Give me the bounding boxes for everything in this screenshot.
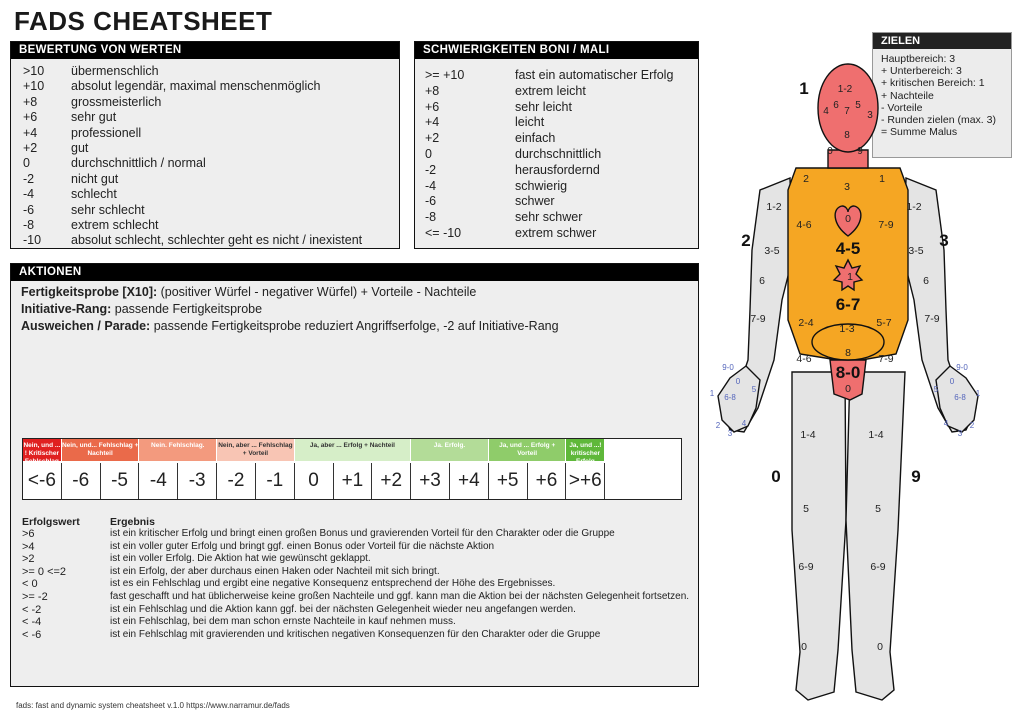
- bewertung-row: [23, 79, 399, 94]
- right-arm-zone-number: 1-2: [906, 201, 922, 213]
- skala-wert: -4: [139, 463, 178, 499]
- ergebnis-kopf-wert: Erfolgswert: [22, 516, 80, 528]
- zielen-line: + Nachteile: [881, 89, 934, 102]
- zone-label-groin: 8-0: [835, 363, 861, 382]
- aktion-line: [21, 318, 698, 335]
- bewertung-row: [23, 95, 399, 110]
- right-leg-shape: [846, 372, 905, 700]
- schwierigkeit-row: [425, 210, 698, 226]
- bewertung-label: schlecht: [71, 187, 117, 202]
- ergebnis-row: [22, 616, 702, 629]
- bewertung-value: -4: [23, 187, 35, 202]
- skala-kategorie: Nein, aber ... Fehlschlag + Vorteil: [217, 439, 295, 461]
- bewertung-panel: [10, 41, 400, 249]
- ergebnis-wert: < -6: [22, 628, 42, 641]
- torso-zone-number: 7-9: [878, 353, 894, 365]
- right-leg-zone-number: 0: [877, 641, 883, 653]
- aktionen-lines: [11, 281, 698, 335]
- bewertung-row: [23, 187, 399, 202]
- left-arm-zone-number: 4: [741, 419, 747, 428]
- schwierigkeit-row: [425, 84, 698, 100]
- skala-kategorie: Ja, und ...! kritischer Erfolg: [566, 439, 605, 461]
- right-arm-zone-number: 0: [949, 377, 955, 386]
- left-arm-zone-number: 1-2: [766, 201, 782, 213]
- aktion-text: passende Fertigkeitsprobe reduziert Angriffserfolge, -2 auf Initiative-Rang: [150, 319, 559, 333]
- head-zone-number: 9: [857, 146, 863, 157]
- bewertung-label: übermenschlich: [71, 64, 159, 78]
- schwierigkeit-row: [425, 226, 698, 242]
- ergebnis-tabelle: [22, 516, 702, 641]
- ergebnis-text: ist ein Erfolg, der aber durchaus einen Haken oder Nachteil mit sich bringt.: [110, 565, 440, 577]
- schwierigkeit-value: +6: [425, 99, 440, 114]
- right-arm-zone-number: 4: [943, 419, 949, 428]
- bewertung-list: [11, 59, 399, 249]
- torso-zone-number: 0: [845, 383, 851, 395]
- bewertung-value: 0: [23, 156, 30, 171]
- skala-wert: >+6: [566, 463, 605, 499]
- skala-wert: +2: [372, 463, 411, 499]
- torso-zone-number: 1: [879, 173, 885, 185]
- zone-label-head: 1: [799, 79, 809, 98]
- ergebnis-wert: >6: [22, 528, 35, 540]
- bewertung-row: [23, 156, 399, 171]
- ergebnis-kopf-text: Ergebnis: [110, 516, 155, 528]
- schwierigkeit-label: schwer: [515, 194, 555, 209]
- bewertung-row: [23, 126, 399, 141]
- schwierigkeit-label: einfach: [515, 131, 556, 146]
- ergebnis-text: ist ein Fehlschlag mit gravierenden und kritischen negativen Konsequenzen für den Charakter oder die Gruppe: [110, 628, 601, 640]
- head-zone-number: 4: [823, 106, 829, 117]
- erfolgs-skala: [22, 438, 682, 500]
- bewertung-value: +8: [23, 94, 38, 109]
- bewertung-value: -10: [23, 233, 42, 248]
- skala-wert: +4: [450, 463, 489, 499]
- ergebnis-row: [22, 553, 702, 566]
- skala-werte: [23, 463, 681, 499]
- zone-label-left-arm: 2: [741, 231, 751, 250]
- schwierigkeit-row: [425, 194, 698, 210]
- ergebnis-row: [22, 578, 702, 591]
- schwierigkeit-value: -2: [425, 162, 437, 177]
- left-leg-zone-number: 0: [801, 641, 807, 653]
- bewertung-value: +10: [23, 79, 45, 94]
- head-zone-number: 1-2: [837, 84, 853, 95]
- ergebnis-row: [22, 591, 702, 604]
- schwierigkeit-label: fast ein automatischer Erfolg: [515, 68, 674, 82]
- ergebnis-wert: >4: [22, 540, 35, 553]
- head-zone-number: 6: [833, 100, 839, 111]
- aktionen-heading: AKTIONEN: [11, 264, 698, 281]
- left-leg-zone-number: 1-4: [800, 429, 816, 441]
- schwierigkeit-value: 0: [425, 146, 432, 161]
- bewertung-label: sehr gut: [71, 110, 117, 125]
- aktion-line: [21, 301, 698, 318]
- bewertung-label: nicht gut: [71, 171, 119, 186]
- bewertung-label: grossmeisterlich: [71, 94, 162, 109]
- left-arm-zone-number: 1: [709, 389, 715, 398]
- schwierigkeit-value: +2: [425, 131, 440, 146]
- ergebnis-row: [22, 604, 702, 617]
- skala-wert: 0: [295, 463, 334, 499]
- skala-kategorie: Nein, und ... ! Kritischer Fehlschlag: [23, 439, 62, 461]
- schwierigkeit-value: +4: [425, 115, 440, 130]
- ergebnis-row: [22, 629, 702, 642]
- right-leg-zone-number: 5: [875, 503, 881, 515]
- skala-wert: -1: [256, 463, 295, 499]
- bewertung-value: -6: [23, 202, 35, 217]
- zielen-line: + kritischen Bereich: 1: [881, 77, 985, 90]
- ergebnis-text: ist es ein Fehlschlag und ergibt eine negative Konsequenz entsprechend der Höhe des Ergebnisses.: [110, 578, 556, 590]
- right-arm-zone-number: 1: [975, 389, 981, 398]
- bewertung-value: -2: [23, 171, 35, 186]
- ergebnis-wert: < 0: [22, 578, 38, 591]
- left-arm-zone-number: 0: [735, 377, 741, 386]
- skala-wert: +1: [334, 463, 373, 499]
- left-arm-zone-number: 3-5: [764, 245, 780, 257]
- skala-wert: +6: [528, 463, 567, 499]
- page-title: FADS CHEATSHEET: [14, 6, 273, 36]
- bewertung-heading: BEWERTUNG VON WERTEN: [11, 42, 399, 59]
- schwierigkeit-row: [425, 115, 698, 131]
- right-arm-zone-number: 3: [957, 429, 963, 438]
- ergebnis-wert: < -2: [22, 603, 42, 616]
- zone-label-torso-lower: 6-7: [835, 295, 861, 314]
- aktion-line: [21, 284, 698, 301]
- schwierigkeit-row: [425, 163, 698, 179]
- torso-zone-number: 7-9: [878, 219, 894, 231]
- aktion-text: passende Fertigkeitsprobe: [111, 302, 263, 316]
- bewertung-row: [23, 110, 399, 125]
- left-arm-zone-number: 3: [727, 429, 733, 438]
- bewertung-label: sehr schlecht: [71, 202, 145, 217]
- schwierigkeit-value: -4: [425, 178, 437, 193]
- bewertung-label: absolut schlecht, schlechter geht es nicht / inexistent: [71, 233, 363, 248]
- schwierigkeit-value: <= -10: [425, 225, 462, 240]
- bewertung-row: [23, 141, 399, 156]
- ergebnis-text: ist ein voller Erfolg. Die Aktion hat wie gewünscht geklappt.: [110, 553, 371, 565]
- right-arm-zone-number: 2: [969, 421, 975, 430]
- schwierigkeit-label: sehr leicht: [515, 99, 572, 114]
- trefferzonen-koerper: [700, 60, 1024, 710]
- bewertung-label: gut: [71, 141, 89, 156]
- torso-zone-number: 2-4: [798, 317, 814, 329]
- skala-kategorie: Ja, aber ... Erfolg + Nachteil: [295, 439, 411, 461]
- aktion-text: (positiver Würfel - negativer Würfel) + Vorteile - Nachteile: [157, 285, 477, 299]
- left-arm-zone-number: 2: [715, 421, 721, 430]
- schwierigkeit-label: extrem leicht: [515, 83, 586, 98]
- head-zone-number: 5: [855, 100, 861, 111]
- right-leg-zone-number: 1-4: [868, 429, 884, 441]
- left-arm-zone-number: 7-9: [750, 313, 766, 325]
- left-arm-zone-number: 5: [751, 385, 757, 394]
- right-arm-zone-number: 7-9: [924, 313, 940, 325]
- schwierigkeit-value: +8: [425, 83, 440, 98]
- bewertung-label: absolut legendär, maximal menschenmöglich: [71, 79, 321, 94]
- right-arm-zone-number: 3-5: [908, 245, 924, 257]
- torso-zone-number: 8: [845, 347, 851, 359]
- zielen-line: - Runden zielen (max. 3): [881, 114, 996, 127]
- skala-kategorie: Ja, und ... Erfolg + Vorteil: [489, 439, 567, 461]
- left-arm-zone-number: 6: [759, 275, 765, 287]
- ergebnis-kopf: [22, 516, 702, 528]
- zielen-line: - Vorteile: [881, 101, 923, 114]
- bewertung-row: [23, 172, 399, 187]
- ergebnis-row: [22, 566, 702, 579]
- schwierigkeit-row: [425, 68, 698, 84]
- head-zone-number: 0: [827, 146, 833, 157]
- schwierigkeit-label: leicht: [515, 115, 545, 130]
- skala-wert: +5: [489, 463, 528, 499]
- schwierigkeiten-heading: SCHWIERIGKEITEN BONI / MALI: [415, 42, 698, 59]
- schwierigkeit-row: [425, 131, 698, 147]
- torso-zone-number: 1: [847, 271, 853, 283]
- schwierigkeit-label: durchschnittlich: [515, 146, 602, 161]
- right-leg-zone-number: 6-9: [870, 561, 886, 573]
- left-arm-zone-number: 9-0: [722, 363, 734, 372]
- footer-text: fads: fast and dynamic system cheatsheet v.1.0 https://www.narramur.de/fads: [16, 701, 290, 710]
- left-leg-zone-number: 5: [803, 503, 809, 515]
- left-leg-zone-number: 6-9: [798, 561, 814, 573]
- schwierigkeit-value: -8: [425, 210, 437, 225]
- ergebnis-text: ist ein kritischer Erfolg und bringt einen großen Bonus und gravierenden Vorteil für den Charakter oder die Gruppe: [110, 528, 615, 539]
- schwierigkeit-row: [425, 179, 698, 195]
- ergebnis-text: ist ein voller guter Erfolg und bringt ggf. einen Bonus oder Vorteil für die nächste Aktion: [110, 540, 495, 552]
- zone-label-left-leg: 0: [771, 467, 781, 486]
- schwierigkeit-label: herausfordernd: [515, 162, 600, 177]
- zielen-line: Hauptbereich: 3: [881, 53, 956, 65]
- schwierigkeit-row: [425, 100, 698, 116]
- bewertung-label: professionell: [71, 125, 142, 140]
- left-arm-zone-number: 6-8: [724, 393, 736, 402]
- skala-wert: -6: [62, 463, 101, 499]
- bewertung-value: +6: [23, 110, 38, 125]
- bewertung-value: +4: [23, 125, 38, 140]
- skala-kopfzeile: [23, 439, 681, 465]
- skala-wert: -5: [101, 463, 140, 499]
- bewertung-value: -8: [23, 218, 35, 233]
- aktion-term: Fertigkeitsprobe [X10]:: [21, 285, 158, 299]
- torso-zone-number: 1-3: [839, 323, 855, 335]
- torso-zone-number: 4-6: [796, 219, 812, 231]
- bewertung-label: extrem schlecht: [71, 218, 159, 233]
- torso-zone-number: 5-7: [876, 317, 892, 329]
- bewertung-row: [23, 233, 399, 248]
- zone-label-right-leg: 9: [911, 467, 921, 486]
- torso-zone-number: 2: [803, 173, 809, 185]
- right-arm-zone-number: 9-0: [956, 363, 968, 372]
- schwierigkeit-label: sehr schwer: [515, 210, 583, 225]
- schwierigkeit-label: extrem schwer: [515, 225, 597, 240]
- schwierigkeit-value: -6: [425, 194, 437, 209]
- ergebnis-wert: >= -2: [22, 590, 48, 603]
- ergebnis-row: [22, 528, 702, 541]
- head-zone-number: 3: [867, 110, 873, 121]
- ergebnis-wert: >= 0 <=2: [22, 565, 67, 578]
- skala-wert: -2: [217, 463, 256, 499]
- ergebnis-zeilen: [22, 528, 702, 641]
- bewertung-row: [23, 218, 399, 233]
- schwierigkeit-value: >= +10: [425, 68, 465, 82]
- head-zone-number: 8: [844, 130, 850, 141]
- right-arm-zone-number: 5: [933, 385, 939, 394]
- ergebnis-wert: >2: [22, 553, 35, 566]
- zone-label-torso-upper: 4-5: [835, 239, 861, 258]
- bewertung-value: +2: [23, 141, 38, 156]
- zielen-heading: ZIELEN: [873, 33, 1011, 49]
- skala-kategorie: Nein. Fehlschlag.: [139, 439, 217, 461]
- skala-wert: -3: [178, 463, 217, 499]
- right-arm-zone-number: 6-8: [954, 393, 966, 402]
- zielen-line: + Unterbereich: 3: [881, 65, 962, 78]
- ergebnis-wert: < -4: [22, 616, 42, 629]
- ergebnis-text: fast geschafft und hat üblicherweise keine großen Nachteile und ggf. kann man die Aktion bei der nächsten Gelegenheit fortsetzen.: [110, 590, 690, 602]
- aktion-term: Ausweichen / Parade:: [21, 319, 151, 333]
- torso-zone-number: 4-6: [796, 353, 812, 365]
- skala-kategorie: Nein, und... Fehlschlag + Nachteil: [62, 439, 140, 461]
- bewertung-row: [23, 64, 399, 79]
- schwierigkeiten-list: [415, 59, 698, 242]
- ergebnis-text: ist ein Fehlschlag und die Aktion kann ggf. bei der nächsten Gelegenheit wieder neu angefangen werden.: [110, 603, 576, 615]
- schwierigkeiten-panel: [414, 41, 699, 249]
- bewertung-row: [23, 203, 399, 218]
- ergebnis-text: ist ein Fehlschlag, bei dem man schon ernste Nachteile in kauf nehmen muss.: [110, 616, 456, 628]
- zone-label-right-arm: 3: [939, 231, 949, 250]
- torso-zone-number: 0: [845, 213, 851, 225]
- ergebnis-row: [22, 541, 702, 554]
- schwierigkeit-label: schwierig: [515, 178, 568, 193]
- skala-kategorie: Ja. Erfolg.: [411, 439, 489, 461]
- zielen-line: = Summe Malus: [881, 126, 958, 139]
- bewertung-value: >10: [23, 64, 45, 78]
- skala-wert: <-6: [23, 463, 62, 499]
- torso-zone-number: 3: [844, 181, 850, 193]
- bewertung-label: durchschnittlich / normal: [71, 156, 206, 171]
- skala-wert: +3: [411, 463, 450, 499]
- aktion-term: Initiative-Rang:: [21, 302, 112, 316]
- right-arm-zone-number: 6: [923, 275, 929, 287]
- head-zone-number: 7: [844, 106, 850, 117]
- schwierigkeit-row: [425, 147, 698, 163]
